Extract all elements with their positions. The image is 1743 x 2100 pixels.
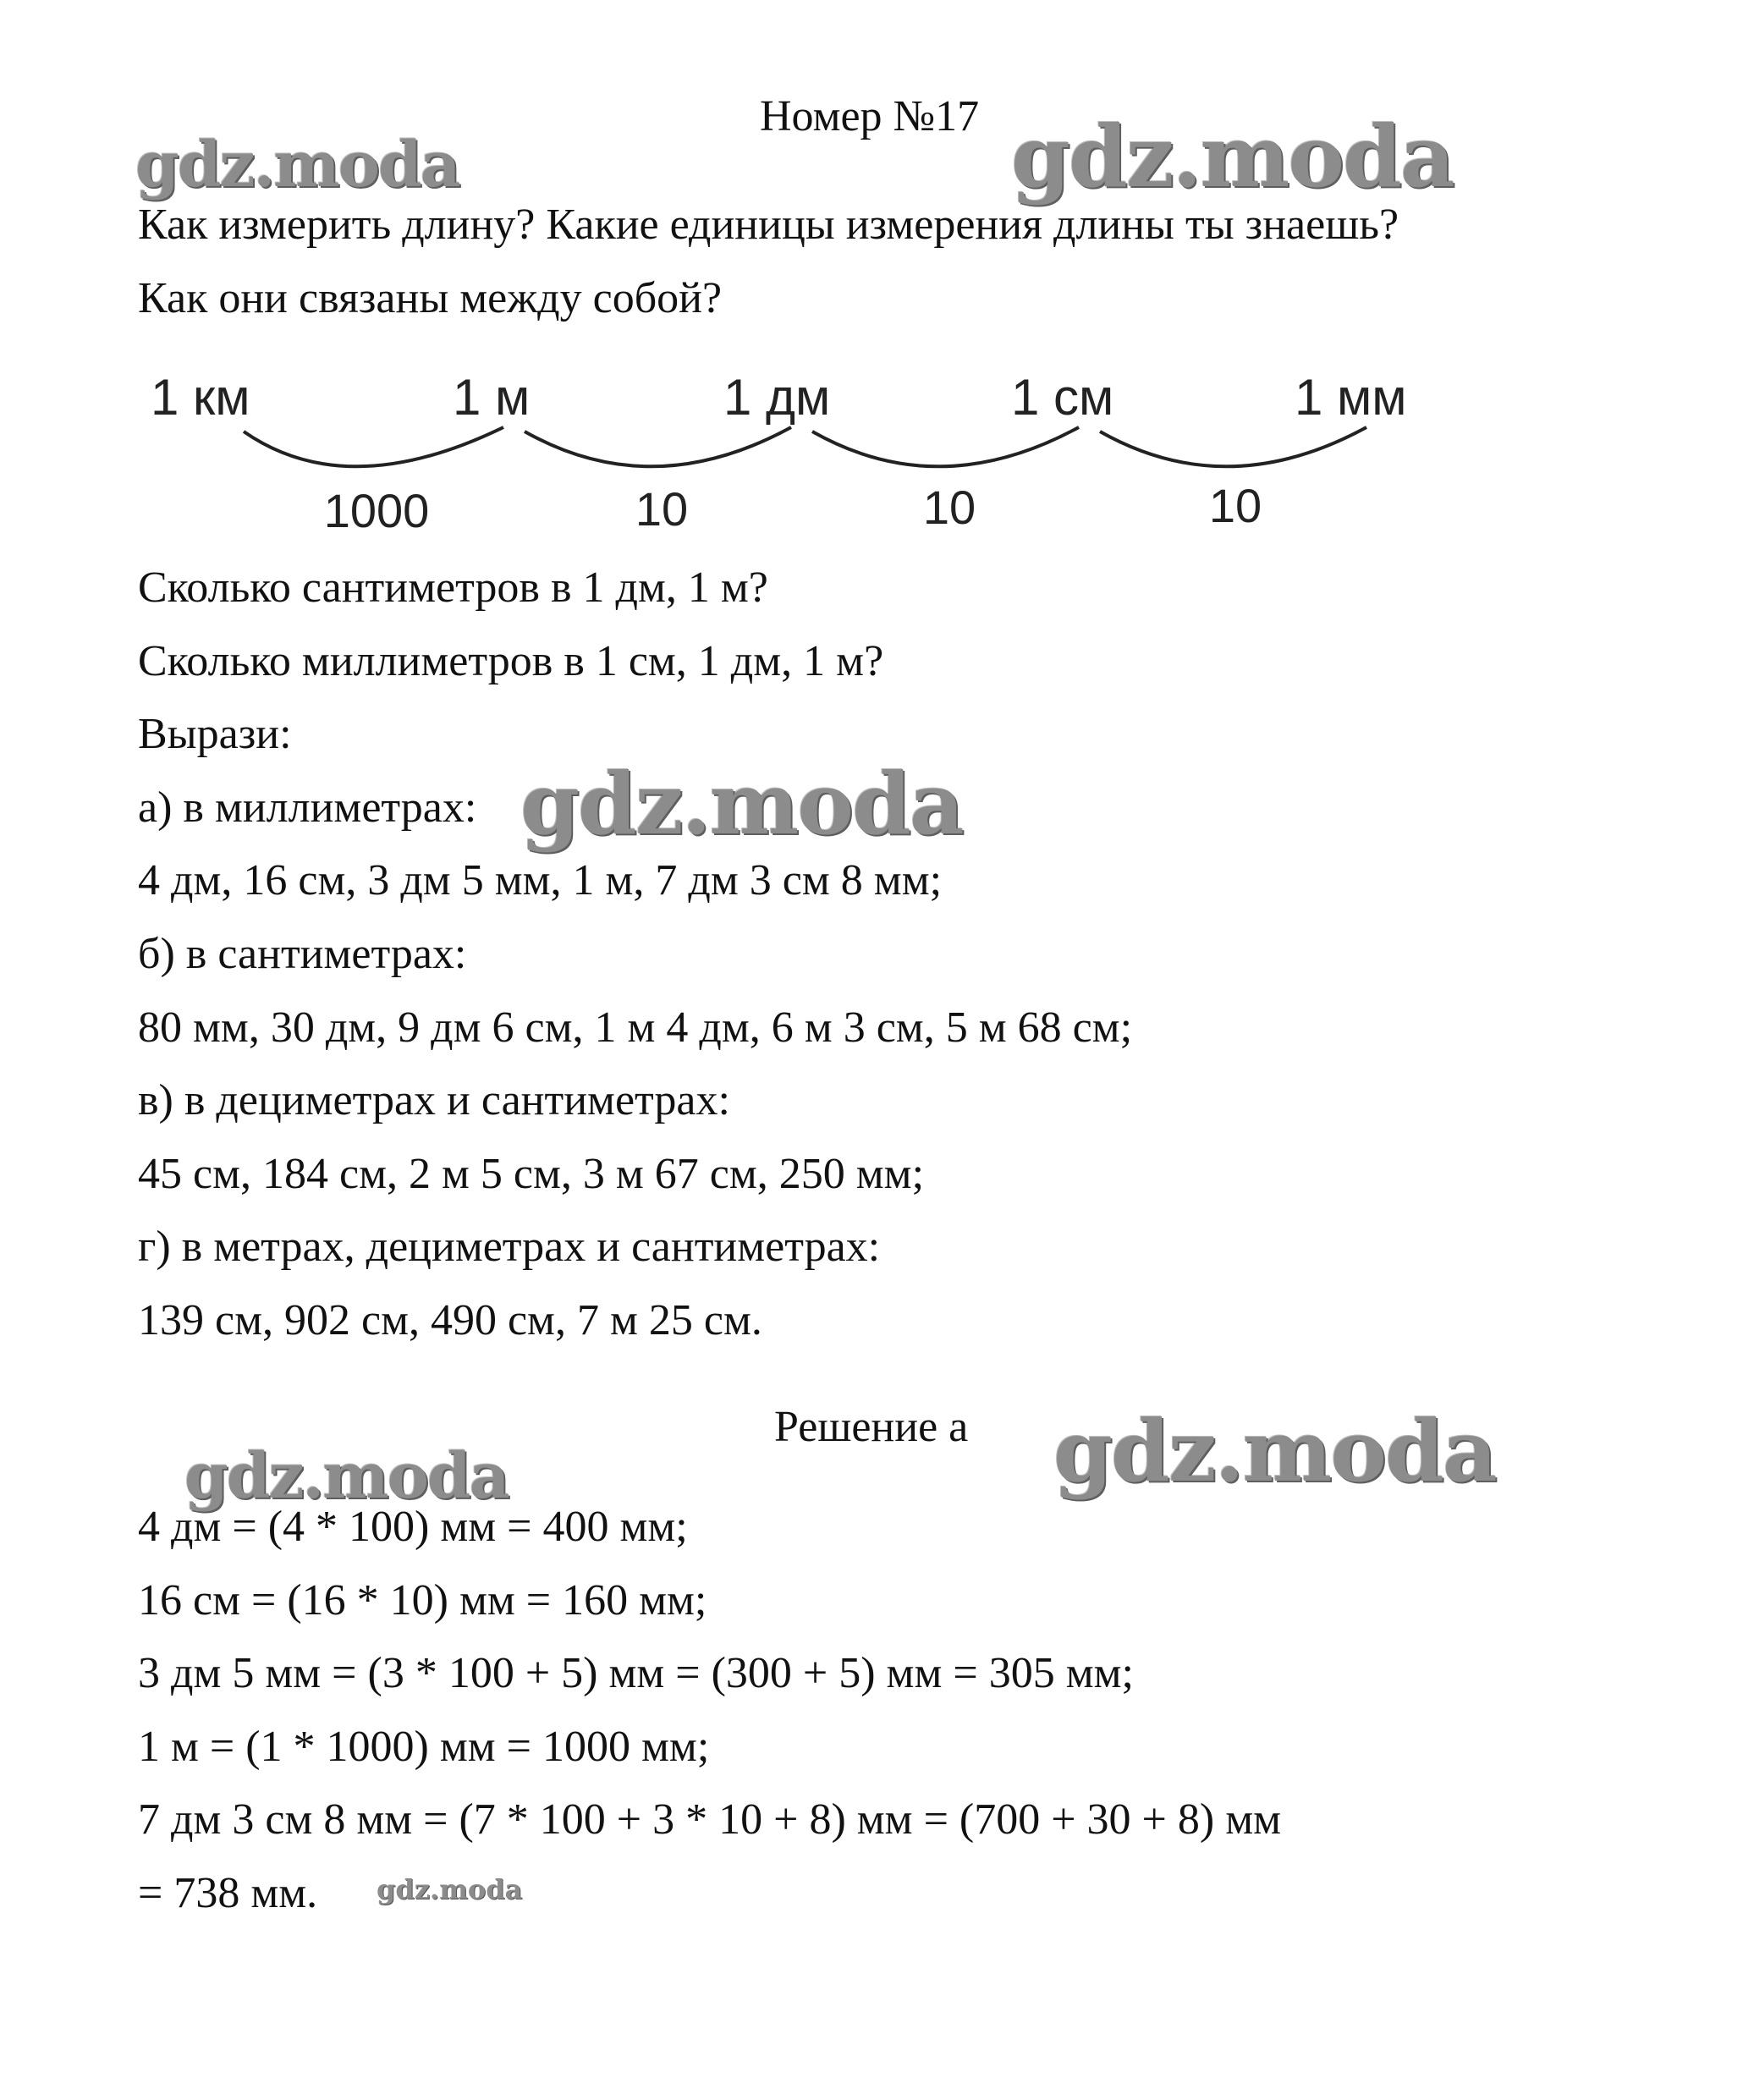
unit-label: 1 см: [1011, 369, 1114, 426]
arc: [244, 427, 503, 466]
arc: [1100, 427, 1366, 466]
unit-label: 1 м: [453, 369, 531, 426]
task-line: б) в сантиметрах:: [138, 930, 467, 978]
page-title: Номер №17: [760, 92, 980, 140]
task-line: 80 мм, 30 дм, 9 дм 6 см, 1 м 4 дм, 6 м 3 см, 5 м 68 см;: [138, 1003, 1133, 1052]
arc: [525, 427, 791, 466]
ratio-label: 10: [635, 482, 689, 536]
arc: [812, 427, 1079, 466]
question-line: Как измерить длину? Какие единицы измерения длины ты знаешь?: [138, 201, 1399, 249]
task-line: г) в метрах, дециметрах и сантиметрах:: [138, 1223, 881, 1271]
solution-line: = 738 мм.: [138, 1869, 318, 1917]
unit-label: 1 дм: [723, 369, 831, 426]
task-line: Сколько сантиметров в 1 дм, 1 м?: [138, 563, 768, 612]
task-line: Вырази:: [138, 710, 292, 758]
solution-heading: Решение а: [774, 1403, 969, 1451]
ratio-label: 10: [1208, 479, 1262, 532]
watermark: gdz.moda: [1053, 1401, 1496, 1501]
ratio-label: 1000: [323, 484, 430, 537]
unit-label: 1 мм: [1295, 369, 1407, 426]
task-line: 4 дм, 16 см, 3 дм 5 мм, 1 м, 7 дм 3 см 8 мм;: [138, 856, 943, 904]
task-line: Сколько миллиметров в 1 см, 1 дм, 1 м?: [138, 637, 884, 685]
task-line: в) в дециметрах и сантиметрах:: [138, 1076, 730, 1124]
watermark: gdz.moda: [520, 754, 963, 854]
solution-line: 7 дм 3 см 8 мм = (7 * 100 + 3 * 10 + 8) мм = (700 + 30 + 8) мм: [138, 1795, 1282, 1844]
ratio-label: 10: [922, 481, 976, 534]
task-line: 45 см, 184 см, 2 м 5 см, 3 м 67 см, 250 мм;: [138, 1150, 925, 1198]
watermark: gdz.moda: [377, 1873, 523, 1905]
task-line: 139 см, 902 см, 490 см, 7 м 25 см.: [138, 1296, 762, 1344]
watermark: gdz.moda: [1011, 107, 1454, 206]
solution-line: 3 дм 5 мм = (3 * 100 + 5) мм = (300 + 5) мм = 305 мм;: [138, 1649, 1134, 1697]
solution-line: 1 м = (1 * 1000) мм = 1000 мм;: [138, 1723, 710, 1771]
unit-label: 1 км: [151, 369, 250, 426]
solution-line: 4 дм = (4 * 100) мм = 400 мм;: [138, 1503, 688, 1551]
watermark: gdz.moda: [184, 1440, 509, 1513]
question-line: Как они связаны между собой?: [138, 274, 723, 322]
watermark: gdz.moda: [135, 129, 459, 201]
solution-line: 16 см = (16 * 10) мм = 160 мм;: [138, 1576, 707, 1624]
task-line: а) в миллиметрах:: [138, 783, 477, 832]
length-units-diagram: [135, 343, 1625, 546]
